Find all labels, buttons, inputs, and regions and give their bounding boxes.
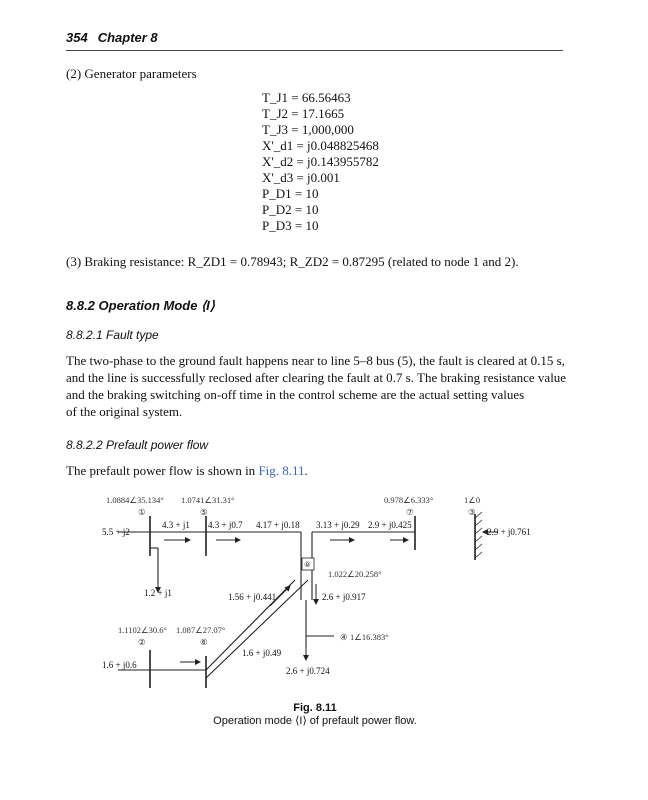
equation: P_D2 = 10 (262, 202, 319, 217)
paragraph-line: and the line is successfully reclosed after clearing the fault at 0.7 s. The braking resistance value (66, 370, 567, 385)
flow-5-a: 4.3 + j0.7 (208, 520, 243, 530)
gen-2-output: 1.6 + j0.6 (102, 660, 137, 670)
flow-5-b: 4.17 + j0.18 (256, 520, 300, 530)
voltage-5: 1.0741∠31.31° (181, 495, 235, 505)
node-7: ⑦ (406, 507, 414, 517)
equation: X'_d2 = j0.143955782 (262, 154, 379, 169)
voltage-7: 0.978∠6.333° (384, 495, 434, 505)
generator-params-label: (2) Generator parameters (66, 66, 197, 81)
voltage-4: 1∠16.383° (350, 632, 389, 642)
figure-caption-text: Operation mode ⟨I⟩ of prefault power flow. (213, 715, 417, 727)
prefault-text: The prefault power flow is shown in (66, 463, 256, 478)
prefault-end: . (304, 463, 308, 478)
braking-resistance: (3) Braking resistance: R_ZD1 = 0.78943; R_ZD2 = 0.87295 (related to node 1 and 2). (66, 254, 519, 269)
gen-3-output: −2.9 + j0.761 (482, 527, 531, 537)
flow-8-7: 3.13 + j0.29 (316, 520, 360, 530)
figure-caption (150, 702, 480, 727)
figure-link[interactable]: Fig. 8.11 (258, 463, 305, 478)
flow-2-6: 1.6 + j0.49 (242, 648, 282, 658)
flow-8-down: 2.6 + j0.917 (322, 592, 366, 602)
flow-diagonal: 1.56 + j0.441 (228, 592, 277, 602)
node-5: ⑤ (200, 507, 208, 517)
equation: T_J1 = 66.56463 (262, 90, 351, 105)
voltage-2: 1.1102∠30.6° (118, 625, 167, 635)
voltage-8: 1.022∠20.258° (328, 569, 382, 579)
equation: X'_d3 = j0.001 (262, 170, 340, 185)
node-1: ① (138, 507, 146, 517)
fault-type-heading: 8.8.2.1 Fault type (66, 328, 159, 342)
node-3: ③ (468, 507, 476, 517)
node-8: ⑧ (304, 560, 311, 569)
node-4: ④ (340, 632, 348, 642)
prefault-heading: 8.8.2.2 Prefault power flow (66, 438, 209, 452)
paragraph-line: The two-phase to the ground fault happens near to line 5–8 bus (5), the fault is cleared at 0.15 s, (66, 353, 565, 368)
header-rule (66, 50, 563, 51)
flow-1-5: 4.3 + j1 (162, 520, 190, 530)
node-6: ⑥ (200, 637, 208, 647)
gen-1-output: 5.5 + j2 (102, 527, 130, 537)
generator-equations (262, 90, 379, 234)
power-flow-diagram (90, 488, 570, 688)
figure-number: Fig. 8.11 (293, 702, 337, 714)
flow-7: 2.9 + j0.425 (368, 520, 412, 530)
paragraph-line: of the original system. (66, 404, 183, 419)
voltage-1: 1.0884∠35.134° (106, 495, 164, 505)
prefault-paragraph (66, 462, 566, 479)
running-header (66, 30, 158, 45)
load-4: 2.6 + j0.724 (286, 666, 330, 676)
page-number: 354 (66, 30, 88, 45)
equation: P_D3 = 10 (262, 218, 319, 233)
equation: T_J2 = 17.1665 (262, 106, 345, 121)
equation: P_D1 = 10 (262, 186, 319, 201)
voltage-3: 1∠0 (464, 495, 481, 505)
paragraph-line: and the braking switching on-off time in the control scheme are the actual setting values (66, 387, 525, 402)
fault-paragraph (66, 352, 566, 420)
chapter-title: Chapter 8 (97, 30, 158, 45)
equation: T_J3 = 1,000,000 (262, 122, 354, 137)
voltage-6: 1.087∠27.07° (176, 625, 226, 635)
section-title: 8.8.2 Operation Mode ⟨I⟩ (66, 298, 215, 313)
equation: X'_d1 = j0.048825468 (262, 138, 379, 153)
load-1: 1.2 + j1 (144, 588, 172, 598)
node-2: ② (138, 637, 146, 647)
